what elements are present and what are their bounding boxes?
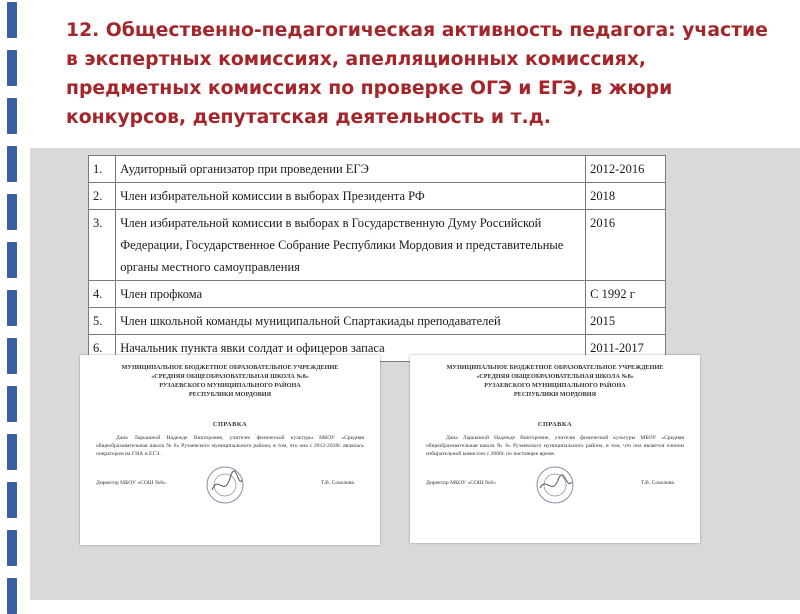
activity-description: Начальник пункта явки солдат и офицеров запаса: [116, 335, 586, 362]
stripe-bar: [7, 290, 17, 326]
stripe-bar: [7, 98, 17, 134]
signer-position: Директор МБОУ «СОШ №8»: [96, 480, 166, 486]
certificate-header: [410, 363, 700, 399]
header-line: РУЗАЕВСКОГО МУНИЦИПАЛЬНОГО РАЙОНА: [484, 382, 626, 389]
certificate-body: Дана Ларькиной Надежде Викторовне, учителю физической культуры МБОУ «Средняя общеобразовательная школа № 8» Рузаевского муниципального района, в том, что она с 2012-2018г. являлась оператором на ГИА и ЕГЭ.: [96, 435, 364, 457]
activities-table: [88, 155, 666, 362]
stripe-bar: [7, 2, 17, 38]
stripe-bar: [7, 578, 17, 614]
header-line: РУЗАЕВСКОГО МУНИЦИПАЛЬНОГО РАЙОНА: [159, 382, 301, 389]
stripe-bar: [7, 242, 17, 278]
activity-description: Член школьной команды муниципальной Спартакиады преподавателей: [116, 308, 586, 335]
certificate-operator: [80, 355, 380, 545]
signature-block: [426, 464, 684, 504]
header-line: МУНИЦИПАЛЬНОЕ БЮДЖЕТНОЕ ОБРАЗОВАТЕЛЬНОЕ УЧРЕЖДЕНИЕ: [121, 364, 339, 371]
header-line: РЕСПУБЛИКИ МОРДОВИЯ: [513, 391, 597, 398]
row-number: 4.: [89, 281, 116, 308]
signer-position: Директор МБОУ «СОШ №8»: [426, 480, 496, 486]
table-row: [89, 210, 666, 281]
stripe-bar: [7, 50, 17, 86]
row-number: 3.: [89, 210, 116, 281]
activity-period: 2015: [586, 308, 666, 335]
activity-period: 2012-2016: [586, 156, 666, 183]
stripe-bar: [7, 338, 17, 374]
activity-period: 2011-2017: [586, 335, 666, 362]
header-line: «СРЕДНЯЯ ОБЩЕОБРАЗОВАТЕЛЬНАЯ ШКОЛА №8»: [476, 373, 634, 380]
table-row: [89, 156, 666, 183]
header-line: МУНИЦИПАЛЬНОЕ БЮДЖЕТНОЕ ОБРАЗОВАТЕЛЬНОЕ УЧРЕЖДЕНИЕ: [446, 364, 664, 371]
header-line: «СРЕДНЯЯ ОБЩЕОБРАЗОВАТЕЛЬНАЯ ШКОЛА №8»: [151, 373, 309, 380]
activity-description: Член избирательной комиссии в выборах Президента РФ: [116, 183, 586, 210]
stripe-bar: [7, 482, 17, 518]
certificate-body: Дана Ларькиной Надежде Викторовне, учителю физической культуры МБОУ «Средняя общеобразовательная школа № 8» Рузаевского муниципального района, в том, что она является членом избирательной комиссии с 2000г. по настоящее время.: [426, 435, 684, 457]
certificate-header: [80, 363, 380, 399]
certificate-title: СПРАВКА: [212, 421, 248, 428]
activity-description: Член профкома: [116, 281, 586, 308]
table-row: [89, 281, 666, 308]
stripe-bar: [7, 530, 17, 566]
signature-block: [96, 464, 364, 504]
activity-period: 2018: [586, 183, 666, 210]
slide-title: 12. Общественно-педагогическая активность педагога: участие в экспертных комиссиях, апелляционных комиссиях, предметных комиссиях по проверке ОГЭ и ЕГЭ, в жюри конкурсов, депутатская деятельность и т.д.: [66, 20, 768, 128]
activity-description: Аудиторный организатор при проведении ЕГЭ: [116, 156, 586, 183]
row-number: 6.: [89, 335, 116, 362]
row-number: 1.: [89, 156, 116, 183]
certificate-election-commission: [410, 355, 700, 543]
row-number: 5.: [89, 308, 116, 335]
activity-description: Член избирательной комиссии в выборах в Государственную Думу Российской Федерации, Государственное Собрание Республики Мордовия и представительные органы местного самоуправления: [116, 210, 586, 281]
table-row: [89, 183, 666, 210]
signer-name: Т.В. Соколова: [320, 480, 354, 486]
left-decorative-stripe: [0, 0, 22, 600]
activity-period: 2016: [586, 210, 666, 281]
stripe-bar: [7, 386, 17, 422]
certificate-title: СПРАВКА: [537, 421, 573, 428]
header-line: РЕСПУБЛИКИ МОРДОВИЯ: [188, 391, 272, 398]
row-number: 2.: [89, 183, 116, 210]
table-row: [89, 308, 666, 335]
stripe-bar: [7, 194, 17, 230]
activity-period: С 1992 г: [586, 281, 666, 308]
stripe-bar: [7, 434, 17, 470]
stamp-signature-icon: [534, 464, 576, 506]
stamp-signature-icon: [204, 464, 246, 506]
signer-name: Т.В. Соколова: [640, 480, 674, 486]
stripe-bar: [7, 146, 17, 182]
